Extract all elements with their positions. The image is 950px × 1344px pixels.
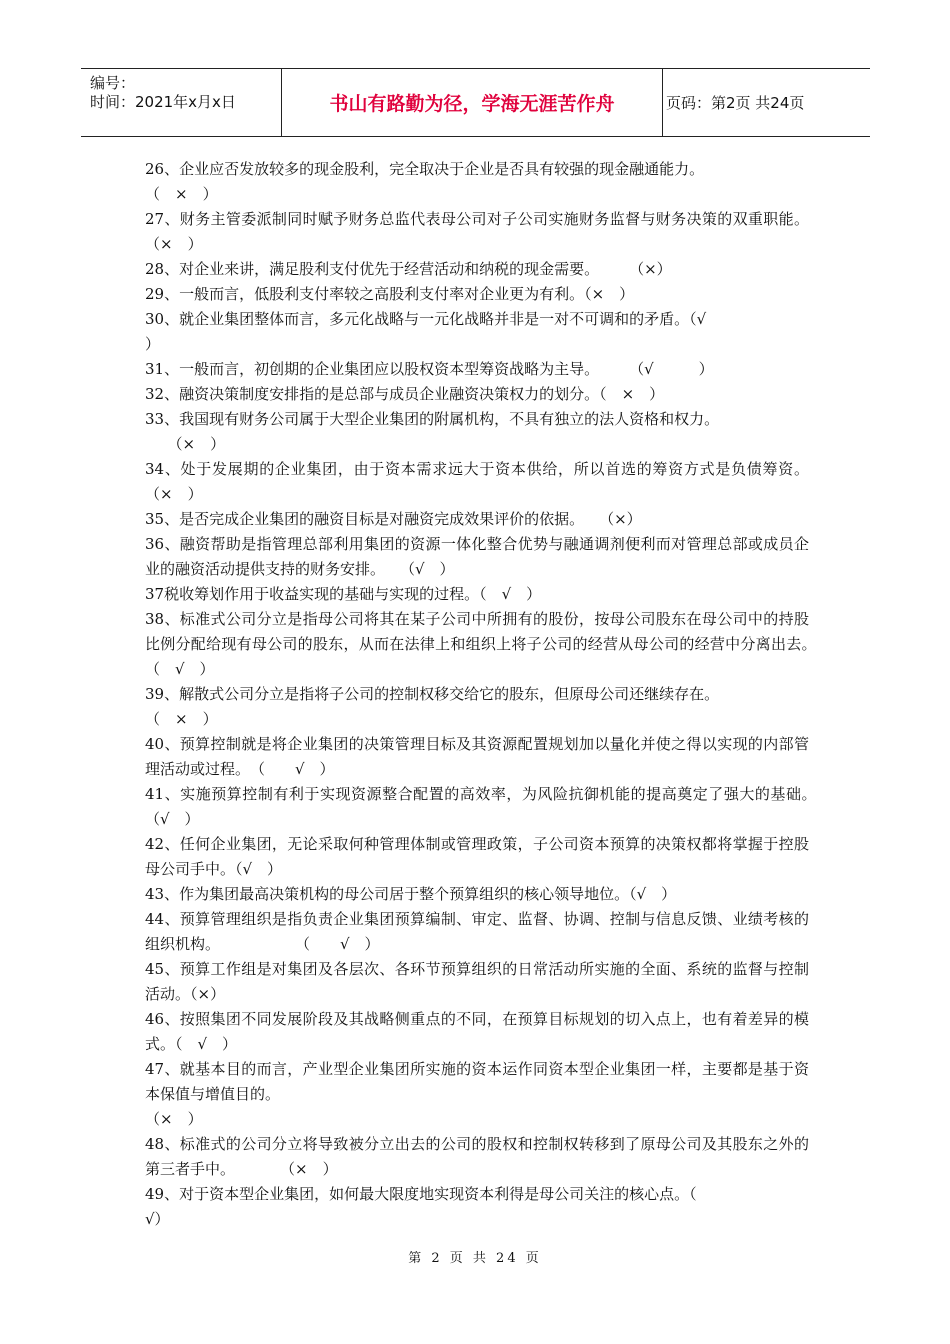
question-item: 36、融资帮助是指管理总部利用集团的资源一体化整合优势与融通调剂便利而对管理总部或成员企业的融资活动提供支持的财务安排。 （√ ）	[145, 535, 809, 578]
date-label: 时间：2021年x月x日	[90, 93, 236, 111]
question-item: 33、我国现有财务公司属于大型企业集团的附属机构，不具有独立的法人资格和权力。 （× ）	[145, 410, 720, 453]
question-list	[145, 157, 825, 1232]
serial-label: 编号：	[90, 74, 136, 92]
header-motto-cell	[281, 69, 663, 136]
question-item: 32、融资决策制度安排指的是总部与成员企业融资决策权力的划分。（ × ）	[145, 385, 665, 403]
question-item: 37税收筹划作用于收益实现的基础与实现的过程。（ √ ）	[145, 585, 542, 603]
question-item: 39、解散式公司分立是指将子公司的控制权移交给它的股东，但原母公司还继续存在。 （ × ）	[145, 685, 720, 728]
header-meta	[81, 69, 281, 136]
question-item: 40、预算控制就是将企业集团的决策管理目标及其资源配置规划加以量化并使之得以实现的内部管理活动或过程。 （ √ ）	[145, 735, 809, 778]
question-item: 47、就基本目的而言，产业型企业集团所实施的资本运作同资本型企业集团一样，主要都是基于资本保值与增值目的。 （× ）	[145, 1060, 809, 1128]
question-item: 45、预算工作组是对集团及各层次、各环节预算组织的日常活动所实施的全面、系统的监督与控制活动。（×）	[145, 960, 809, 1003]
question-item: 34、处于发展期的企业集团，由于资本需求远大于资本供给，所以首选的筹资方式是负债筹资。（× ）	[145, 460, 809, 503]
question-item: 49、对于资本型企业集团，如何最大限度地实现资本利得是母公司关注的核心点。（ √）	[145, 1185, 697, 1228]
question-item: 41、实施预算控制有利于实现资源整合配置的高效率，为风险抗御机能的提高奠定了强大的基础。 （√ ）	[145, 785, 825, 828]
question-item: 35、是否完成企业集团的融资目标是对融资完成效果评价的依据。 （×）	[145, 510, 642, 528]
page-footer: 第 2 页 共 24 页	[408, 1251, 542, 1266]
question-item: 48、标准式的公司分立将导致被分立出去的公司的股权和控制权转移到了原母公司及其股东之外的第三者手中。 （× ）	[145, 1135, 809, 1178]
question-item: 28、对企业来讲，满足股利支付优先于经营活动和纳税的现金需要。 （×）	[145, 260, 672, 278]
page-header	[81, 68, 870, 137]
question-item: 44、预算管理组织是指负责企业集团预算编制、审定、监督、协调、控制与信息反馈、业绩考核的组织机构。 （ √ ）	[145, 910, 809, 953]
header-page-info: 页码：第2页 共24页	[666, 94, 805, 112]
question-item: 27、财务主管委派制同时赋予财务总监代表母公司对子公司实施财务监督与财务决策的双重职能。（× ）	[145, 210, 809, 253]
question-item: 46、按照集团不同发展阶段及其战略侧重点的不同，在预算目标规划的切入点上，也有着差异的模式。（ √ ）	[145, 1010, 809, 1053]
question-item: 30、就企业集团整体而言，多元化战略与一元化战略并非是一对不可调和的矛盾。（√ ）	[145, 310, 707, 353]
question-item: 42、任何企业集团，无论采取何种管理体制或管理政策，子公司资本预算的决策权都将掌握于控股母公司手中。（√ ）	[145, 835, 809, 878]
question-item: 38、标准式公司分立是指母公司将其在某子公司中所拥有的股份，按母公司股东在母公司中的持股比例分配给现有母公司的股东，从而在法律上和组织上将子公司的经营从母公司的经营中分离出去。 （ √ ）	[145, 610, 825, 678]
motto: 书山有路勤为径，学海无涯苦作舟	[329, 93, 615, 115]
question-item: 29、一般而言，低股利支付率较之高股利支付率对企业更为有利。（× ）	[145, 285, 635, 303]
question-item: 31、一般而言，初创期的企业集团应以股权资本型筹资战略为主导。 （√ ）	[145, 360, 714, 378]
question-item: 26、企业应否发放较多的现金股利，完全取决于企业是否具有较强的现金融通能力。 （ × ）	[145, 160, 705, 203]
question-item: 43、作为集团最高决策机构的母公司居于整个预算组织的核心领导地位。（√ ）	[145, 885, 677, 903]
